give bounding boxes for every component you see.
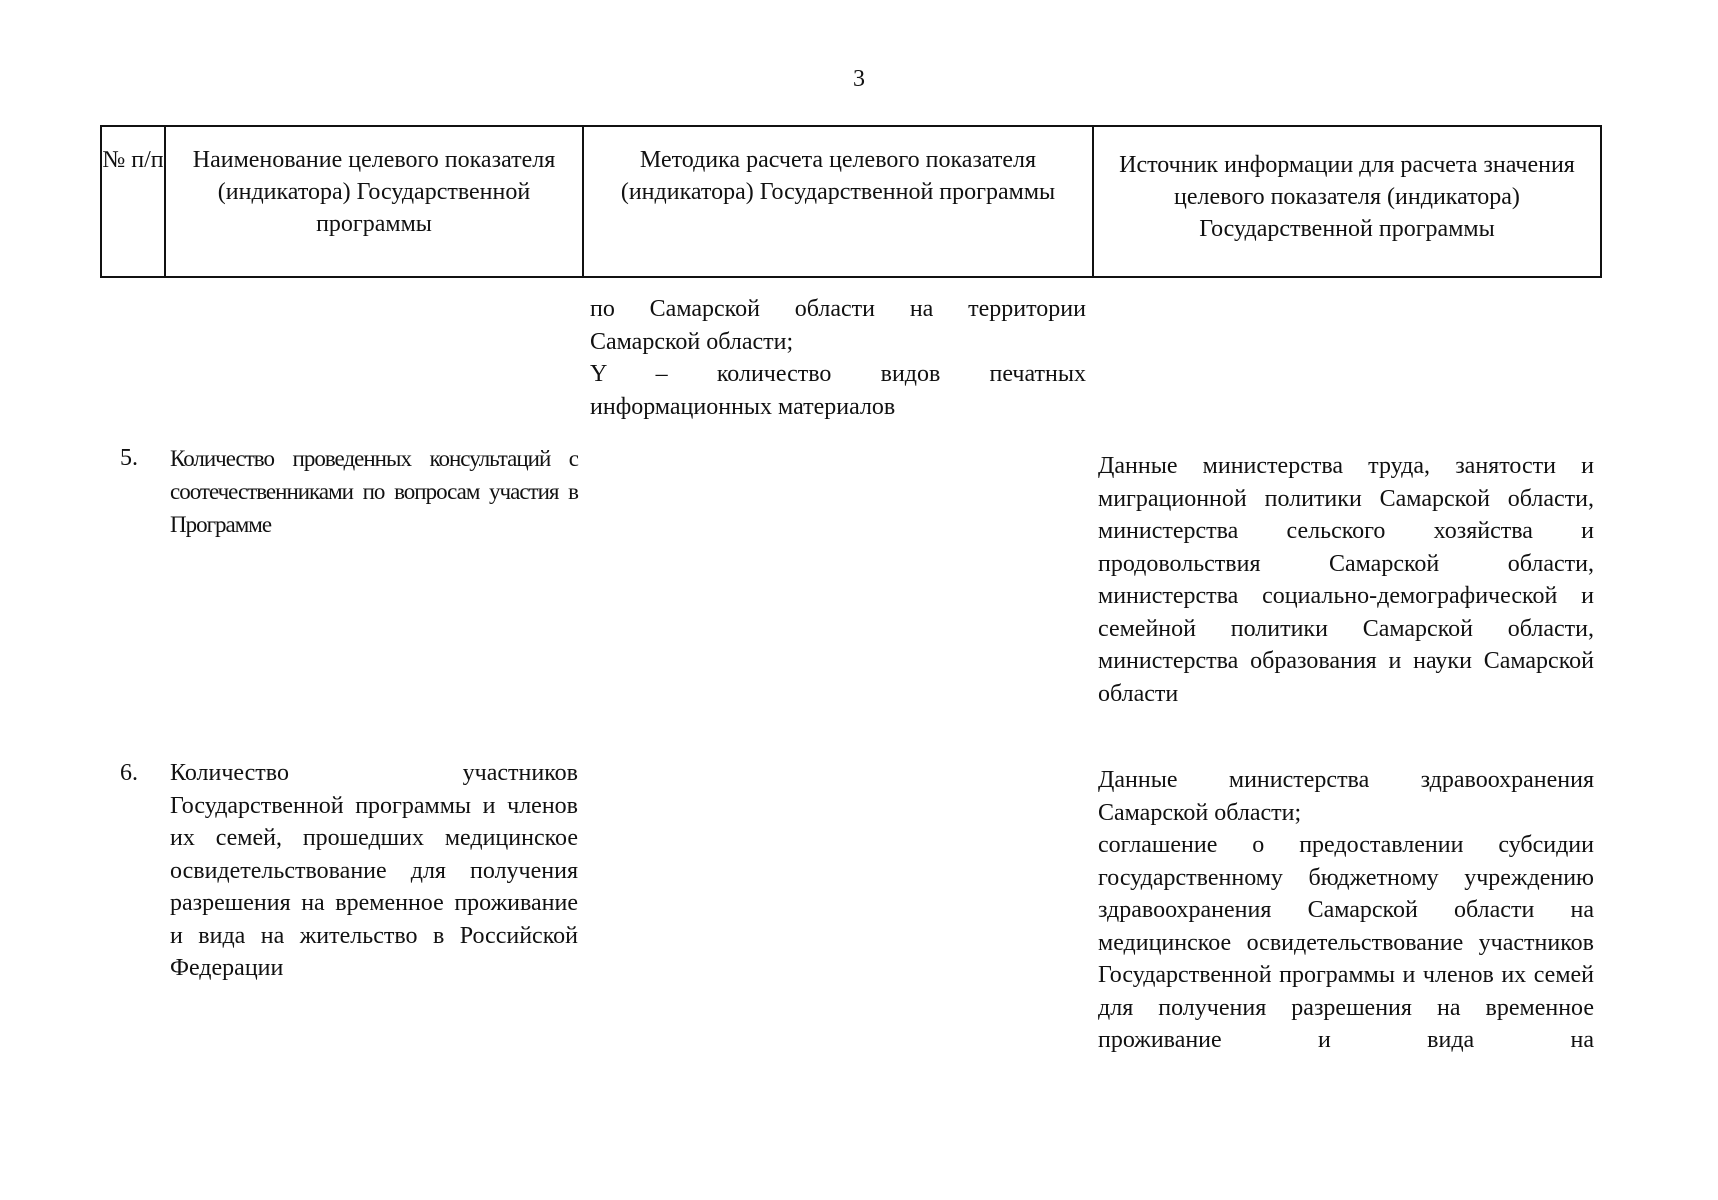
header-col-calculation-method: Методика расчета целевого показателя (индикатора) Государственной программы <box>584 127 1094 276</box>
header-col-number: № п/п <box>102 127 166 276</box>
row-5-information-source: Данные министерства труда, занятости и миграционной политики Самарской области, министерства сельского хозяйства и продовольствия Самарской области, министерства социально-демографической и семейной политики Самарской области, министерства образования и науки Самарской области <box>1098 453 1594 707</box>
row-6-information-source <box>1098 764 1594 1057</box>
header-col-information-source: Источник информации для расчета значения целевого показателя (индикатора) Государственной программы <box>1119 152 1575 242</box>
row-5-indicator-name: Количество проведенных консультаций с соотечественниками по вопросам участия в Программе <box>170 446 578 537</box>
page-number: 3 <box>853 66 865 92</box>
header-col-indicator-name: Наименование целевого показателя (индикатора) Государственной программы <box>166 127 584 276</box>
row-6-indicator-name: Количество участников Государственной программы и членов их семей, прошедших медицинское освидетельствование для получения разрешения на временное проживание и вида на жительство в Российской Федерации <box>170 760 578 981</box>
row-5-number: 5. <box>120 445 138 471</box>
method-continuation-line: по Самарской области на территории Самарской области; <box>590 296 1086 355</box>
table-header <box>100 125 1602 278</box>
method-continuation <box>590 293 1086 423</box>
row-6-source-line: соглашение о предоставлении субсидии государственному бюджетному учреждению здравоохранения Самарской области на медицинское освидетельствование участников Государственной программы и членов их семей для получения разрешения на временное проживание и вида на <box>1098 832 1594 1053</box>
row-6-number: 6. <box>120 760 138 786</box>
row-6-source-line: Данные министерства здравоохранения Самарской области; <box>1098 767 1594 826</box>
method-continuation-line: Y – количество видов печатных информационных материалов <box>590 361 1086 420</box>
